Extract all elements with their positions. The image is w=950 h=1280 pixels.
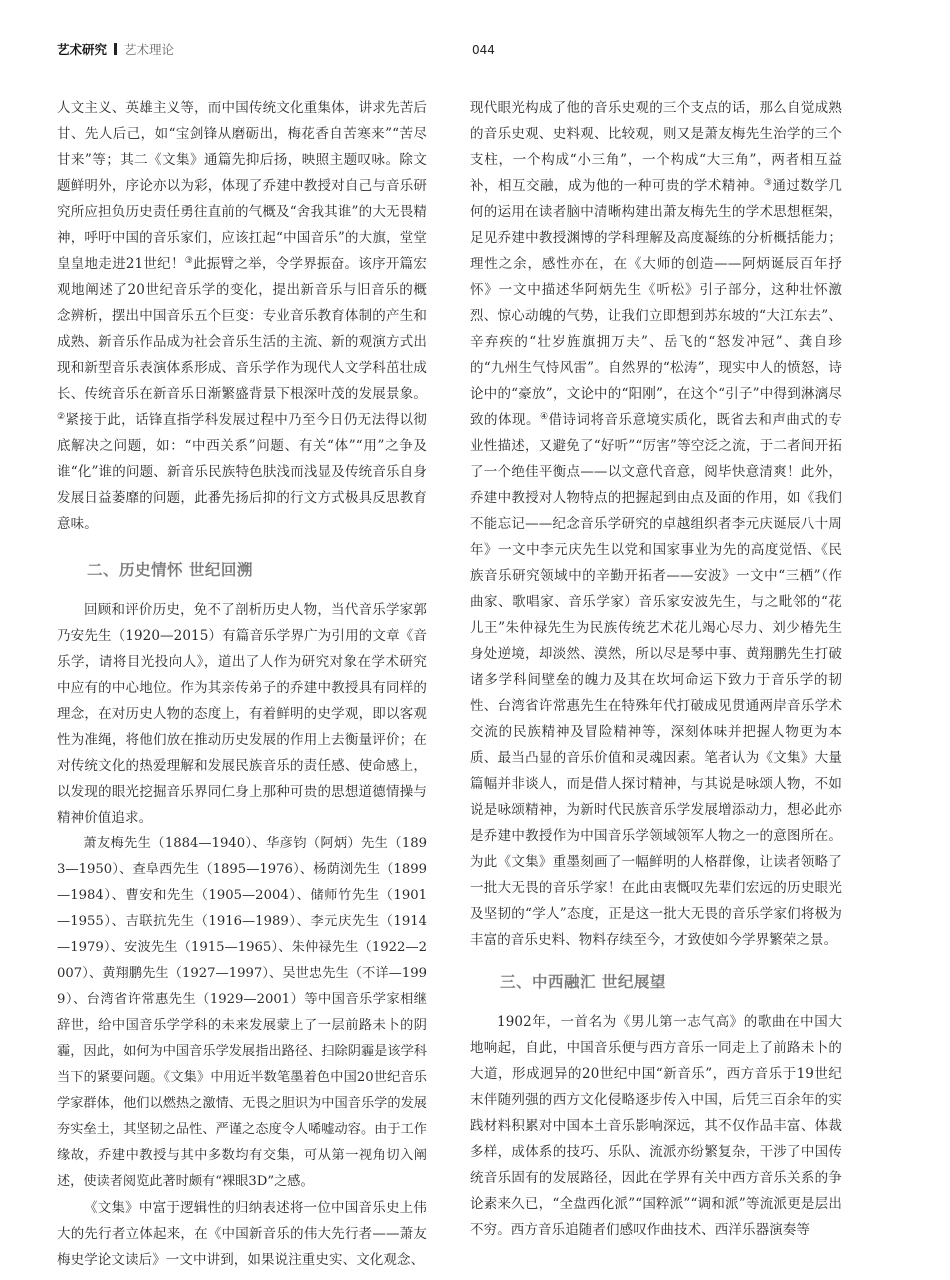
page-header xyxy=(0,40,950,62)
footnote-marker: ② xyxy=(57,412,66,422)
paragraph: 萧友梅先生（1884—1940）、华彦钧（阿炳）先生（1893—1950）、查阜西先生（1895—1976）、杨荫浏先生（1899—1984）、曹安和先生（1905—2004）、储师竹先生（1901—1955）、吉联抗先生（1916—1989）、李元庆先生（1914—1979）、安波先生（1915—1965）、朱仲禄先生（1922—2007）、黄翔鹏先生（1927—1997）、吴世忠先生（不详—1999）、台湾省许常惠先生（1929—2001）等中国音乐学家相继辞世，给中国音乐学学科的未来发展蒙上了一层前路未卜的阴霾，因此，如何为中国音乐学发展指出路径、扫除阴霾是该学科当下的紧要问题。《文集》中用近半数笔墨着色中国20世纪音乐学家群体，他们以燃热之激情、无畏之胆识为中国音乐学的发展夯实垒土，其坚韧之品性、严谨之态度令人唏嘘动容。由于工作缘故，乔建中教授与其中多数均有交集，可从第一视角切入阐述，使读者阅览此著时颇有“裸眼3D”之感。 xyxy=(57,836,427,1189)
paragraph: 1902年，一首名为《男儿第一志气高》的歌曲在中国大地响起，自此，中国音乐便与西方音乐一同走上了前路未卜的大道，形成迥异的20世纪中国“新音乐”，西方音乐于19世纪末伴随列强的西方文化侵略逐步传入中国，后凭三百余年的实践材料积累对中国本土音乐影响深远，其不仅作品丰富、体裁多样，成体系的技巧、乐队、流派亦纷繁复杂，干涉了中国传统音乐固有的发展路径，因此在学界有关中西方音乐关系的争论素来久已，“全盘西化派”“国粹派”“调和派”等流派更是层出不穷。西方音乐追随者们感叹作曲技术、西洋乐器演奏等 xyxy=(470,1014,842,1238)
left-column xyxy=(57,95,427,1273)
journal-name: 艺术研究 xyxy=(57,42,108,57)
paragraph: 人文主义、英雄主义等，而中国传统文化重集体，讲求先苦后甘、先人后己，如“宝剑锋从磨砺出，梅花香自苦寒来”“苦尽甘来”等；其二《文集》通篇先抑后扬，映照主题叹咏。除文题鲜明外，序论亦以为彩，体现了乔建中教授对自己与音乐研究所应担负历史责任勇往直前的气概及“舍我其谁”的大无畏精神，呼吁中国的音乐家们，应该扛起“中国音乐”的大旗，堂堂皇皇地走进21世纪！③此振臂之举，令学界振奋。该序开篇宏观地阐述了20世纪音乐学的变化，提出新音乐与旧音乐的概念辨析，摆出中国音乐五个巨变：专业音乐教育体制的产生和成熟、新音乐作品成为社会音乐生活的主流、新的观演方式出现和新型音乐表演体系形成、音乐学作为现代人文学科茁壮成长、传统音乐在新音乐日渐繁盛背景下根深叶茂的发展景象。②紧接于此，话锋直指学科发展过程中乃至今日仍无法得以彻底解决之问题，如：“中西关系”问题、有关“体”“用”之争及谁“化”谁的问题、新音乐民族特色肤浅而浅显及传统音乐自身发展日益萎靡的问题，此番先扬后抑的行文方式极具反思教育意味。 xyxy=(57,100,428,532)
section-heading: 二、历史情怀 世纪回溯 xyxy=(87,560,253,579)
paragraph: 回顾和评价历史，免不了剖析历史人物，当代音乐学家郭乃安先生（1920—2015）有篇音乐学界广为引用的文章《音乐学，请将目光投向人》，道出了人作为研究对象在学术研究中应有的中心地位。作为其亲传弟子的乔建中教授具有同样的理念，在对历史人物的态度上，有着鲜明的史学观，即以客观性为准绳，将他们放在推动历史发展的作用上去衡量评价；在对传统文化的热爱理解和发展民族音乐的责任感、使命感上，以发现的眼光挖掘音乐界同仁身上那种可贵的思想道德情操与精神价值追求。 xyxy=(57,602,427,826)
footnote-marker: ③ xyxy=(184,256,194,266)
footnote-marker: ④ xyxy=(539,412,549,422)
paragraph: 《文集》中富于逻辑性的归纳表述将一位中国音乐史上伟大的先行者立体起来，在《中国新音乐的伟大先行者——萧友梅史学论文读后》一文中讲到，如果说注重史实、文化观念、 xyxy=(57,1200,427,1268)
footnote-marker: ③ xyxy=(763,178,773,188)
page-number: 044 xyxy=(472,43,495,57)
header-divider xyxy=(114,43,117,55)
journal-label xyxy=(57,40,174,60)
paragraph: 现代眼光构成了他的音乐史观的三个支点的话，那么自觉成熟的音乐史观、史料观、比较观，则又是萧友梅先生治学的三个支柱，一个构成“小三角”，一个构成“大三角”，两者相互益补，相互交融，成为他的一种可贵的学术精神。③通过数学几何的运用在读者脑中清晰构建出萧友梅先生的学术思想框架，足见乔建中教授渊博的学科理解及高度凝练的分析概括能力；理性之余，感性亦在，在《大师的创造——阿炳诞辰百年抒怀》一文中描述华阿炳先生《听松》引子部分，这种壮怀激烈、惊心动魄的气势，让我们立即想到苏东坡的“大江东去”、辛弃疾的“壮岁旌旗拥万夫”、岳飞的“怒发冲冠”、龚自珍的“九州生气恃风雷”。自然界的“松涛”，现实中人的愤怒，诗论中的“豪放”，文论中的“阳刚”，在这个“引子”中得到淋漓尽致的体现。④借诗词将音乐意境实质化，既省去和声曲式的专业性描述，又避免了“好听”“厉害”等空泛之流，于二者间开拓了一个绝佳平衡点——以文意代音意，阅毕快意清爽！此外，乔建中教授对人物特点的把握起到由点及面的作用，如《我们不能忘记——纪念音乐学研究的卓越组织者李元庆诞辰八十周年》一文中李元庆先生以党和国家事业为先的高度觉悟、《民族音乐研究领域中的辛勤开拓者——安波》一文中“三栖”（作曲家、歌唱家、音乐学家）音乐家安波先生，与之毗邻的“花儿王”朱仲禄先生为民族传统艺术花儿竭心尽力、刘少椿先生身处逆境，却淡然、漠然，所以尽是琴中事、黄翔鹏先生打破诸多学科间壁垒的魄力及其在坎坷命运下致力于音乐学的韧性、台湾省许常惠先生在特殊年代打破成见贯通两岸音乐学术交流的民族精神及冒险精神等，深刻体味并把握人物更为本质、最当凸显的音乐价值和灵魂因素。笔者认为《文集》大量篇幅并非谈人，而是借人探讨精神，与其说是咏颂人物，不如说是咏颂精神，为新时代民族音乐学发展增添动力，想必此亦是乔建中教授作为中国音乐学领域领军人物之一的意图所在。为此《文集》重墨刻画了一幅鲜明的人格群像，让读者领略了一批大无畏的音乐学家！在此由衷慨叹先辈们宏远的历史眼光及坚韧的“学人”态度，正是这一批大无畏的音乐学家们将极为丰富的音乐史料、物料存续至今，才致使如今学界繁荣之景。 xyxy=(470,100,842,948)
journal-section: 艺术理论 xyxy=(124,42,175,57)
right-column xyxy=(470,95,842,1243)
section-heading: 三、中西融汇 世纪展望 xyxy=(500,972,666,991)
